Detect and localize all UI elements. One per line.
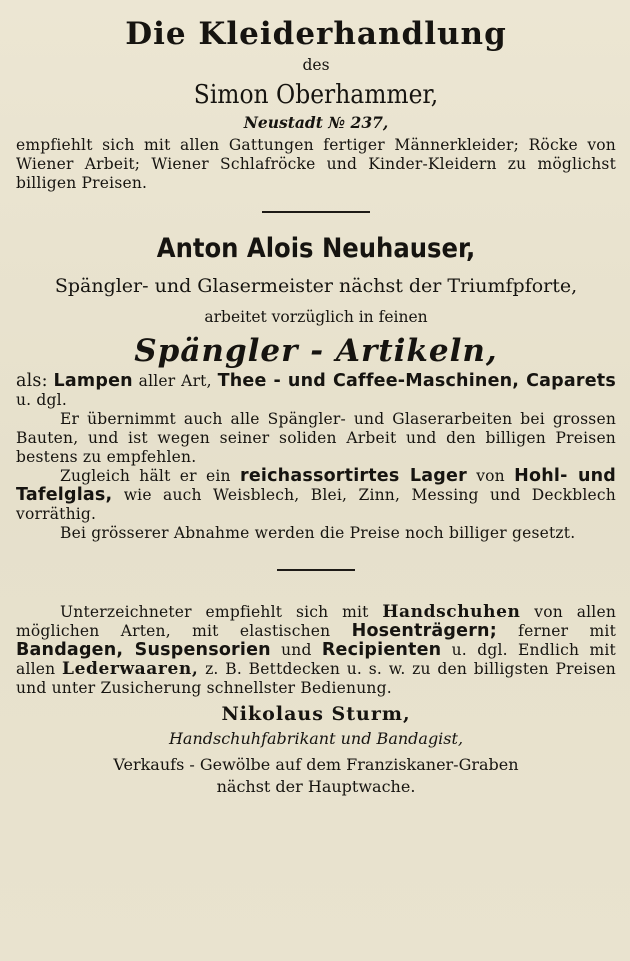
ad-body (16, 603, 616, 698)
merchant-location (16, 754, 616, 798)
ad-headline: Spängler - Artikeln, (134, 333, 498, 369)
product-leather: Lederwaaren, (62, 659, 199, 679)
ad-subline: arbeitet vorzüglich in feinen (204, 308, 428, 326)
text-segment: von allen möglichen Arten, mit elastischen (16, 603, 616, 640)
divider (262, 211, 370, 213)
text-segment: u. dgl. Endlich mit allen (16, 641, 616, 678)
ad-title: Die Kleiderhandlung (125, 16, 507, 52)
text-segment: Zugleich hält er ein (60, 467, 231, 485)
product-bandages: Bandagen, Suspensorien (16, 640, 271, 660)
text-segment: als: (16, 371, 48, 391)
product-recipients: Recipienten (321, 640, 442, 660)
text-segment: z. B. Bettdecken u. s. w. zu den billigsten Preisen und unter Zusicherung schnellster Bedienung. (16, 660, 616, 697)
text-segment: aller Art, (138, 372, 212, 390)
advertisement-kleiderhandlung (16, 16, 616, 213)
location-line-1: Verkaufs - Gewölbe auf dem Franziskaner-Graben (113, 755, 519, 774)
product-gloves: Handschuhen (382, 602, 521, 622)
advertisement-sturm (16, 603, 616, 798)
ad-paragraph-products (16, 372, 616, 410)
location-line-2: nächst der Hauptwache. (216, 777, 416, 796)
divider (277, 569, 355, 571)
merchant-name: Nikolaus Sturm, (221, 703, 411, 725)
merchant-trade: Spängler- und Glasermeister nächst der Triumfpforte, (54, 275, 578, 297)
merchant-name: Simon Oberhammer, (193, 80, 439, 110)
product-lamps: Lampen (53, 371, 133, 391)
merchant-title: Handschuhfabrikant und Bandagist, (168, 729, 464, 748)
product-stock: reichassortirtes Lager (240, 466, 467, 486)
ad-paragraph-services: Er übernimmt auch alle Spängler- und Glaserarbeiten bei grossen Bauten, und ist wegen seiner soliden Arbeit und den billigen Preisen bestens zu empfehlen. (16, 410, 616, 466)
ad-body: empfiehlt sich mit allen Gattungen fertiger Männerkleider; Röcke von Wiener Arbeit; Wiener Schlafröcke und Kinder-Kleidern zu möglichst billigen Preisen. (16, 136, 616, 192)
ad-connector: des (302, 56, 330, 74)
text-segment: von (476, 467, 505, 485)
product-suspenders: Hosenträgern; (351, 621, 497, 641)
text-segment: und (281, 641, 312, 659)
text-segment: ferner mit (518, 622, 616, 640)
text-segment: wie auch Weisblech, Blei, Zinn, Messing und Deckblech vorräthig. (16, 486, 616, 523)
advertisement-neuhauser (16, 233, 616, 571)
merchant-name: Anton Alois Neuhauser, (156, 233, 476, 264)
product-machines: Thee - und Caffee-Maschinen, Caparets (217, 371, 616, 391)
text-segment: u. dgl. (16, 391, 67, 409)
ad-paragraph-stock (16, 467, 616, 524)
merchant-address: Neustadt № 237, (243, 113, 389, 132)
product-glass: Hohl- und Tafelglas, (16, 466, 617, 505)
ad-paragraph-prices: Bei grösserer Abnahme werden die Preise noch billiger gesetzt. (60, 524, 576, 542)
text-segment: Unterzeichneter empfiehlt sich mit (60, 603, 369, 621)
